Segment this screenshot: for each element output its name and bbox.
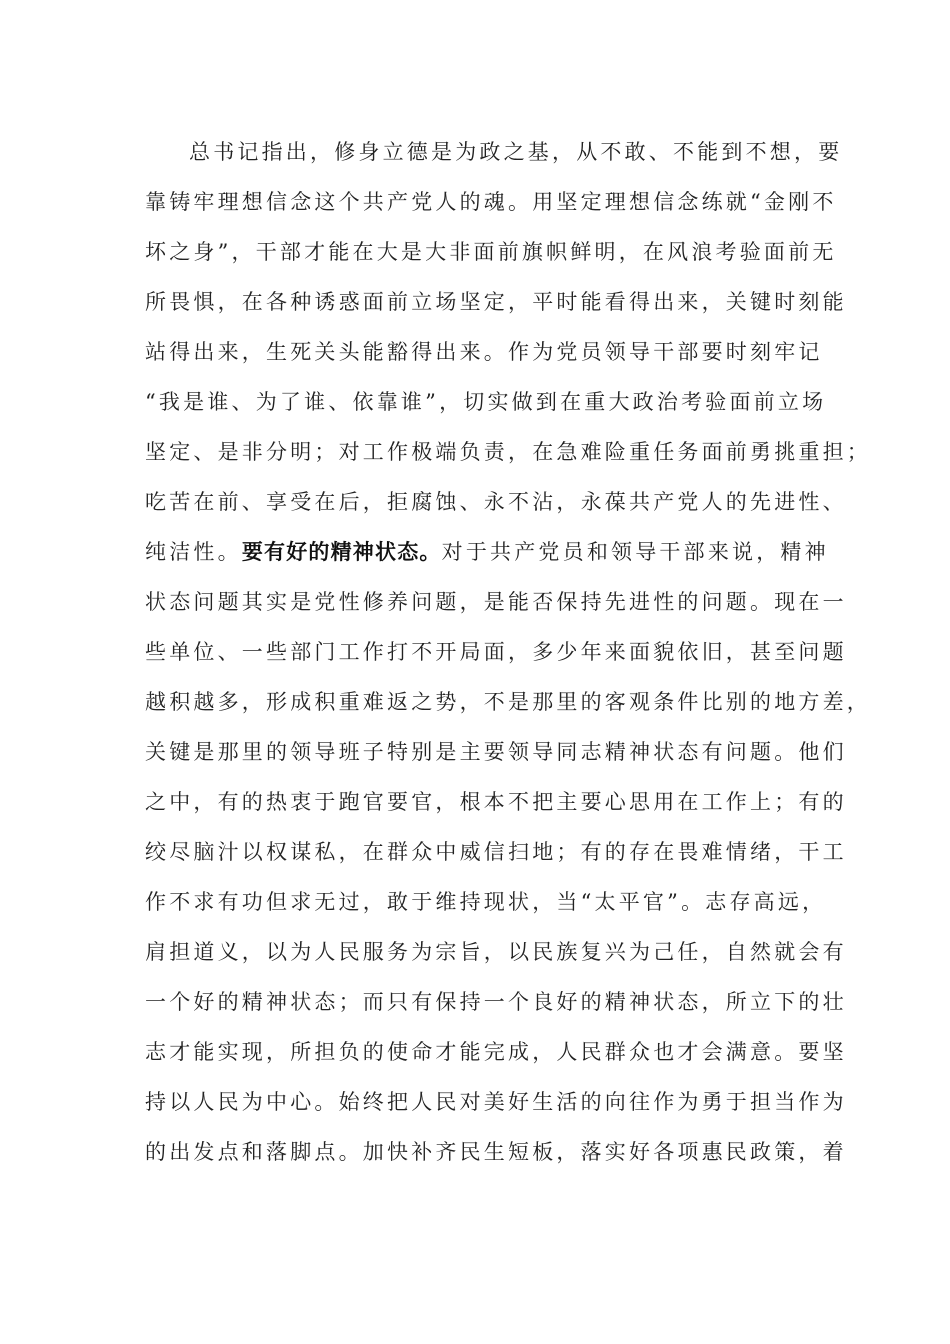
text-line: 状态问题其实是党性修养问题，是能否保持先进性的问题。现在一: [145, 590, 847, 614]
text-line: 些单位、一些部门工作打不开局面，多少年来面貌依旧，甚至问题: [145, 640, 847, 664]
text-line: 绞尽脑汁以权谋私，在群众中威信扫地；有的存在畏难情绪，干工: [145, 840, 847, 864]
text-line: 作不求有功但求无过，敢于维持现状，当“太平官”。志存高远，: [145, 890, 827, 914]
text-line: 越积越多，形成积重难返之势，不是那里的客观条件比别的地方差，: [145, 690, 871, 714]
bold-heading-phrase: 要有好的精神状态。: [241, 540, 442, 564]
text-line: 坏之身”，干部才能在大是大非面前旗帜鲜明，在风浪考验面前无: [145, 240, 837, 264]
text-line: 站得出来，生死关头能豁得出来。作为党员领导干部要时刻牢记: [145, 340, 823, 364]
text-line: 一个好的精神状态；而只有保持一个良好的精神状态，所立下的壮: [145, 990, 847, 1014]
text-line-mixed: [145, 532, 829, 582]
text-line: 的出发点和落脚点。加快补齐民生短板，落实好各项惠民政策，着: [145, 1140, 847, 1164]
text-segment: 对于共产党员和领导干部来说，精神: [441, 540, 829, 564]
text-line: 坚定、是非分明；对工作极端负责，在急难险重任务面前勇挑重担；: [145, 440, 871, 464]
text-line: 之中，有的热衷于跑官要官，根本不把主要心思用在工作上；有的: [145, 790, 847, 814]
text-line: 志才能实现，所担负的使命才能完成，人民群众也才会满意。要坚: [145, 1040, 847, 1064]
text-line: 关键是那里的领导班子特别是主要领导同志精神状态有问题。他们: [145, 740, 847, 764]
text-line: 肩担道义，以为人民服务为宗旨，以民族复兴为己任，自然就会有: [145, 940, 847, 964]
text-line: 总书记指出，修身立德是为政之基，从不敢、不能到不想，要: [189, 140, 843, 164]
text-line: 所畏惧，在各种诱惑面前立场坚定，平时能看得出来，关键时刻能: [145, 290, 847, 314]
text-line: 持以人民为中心。始终把人民对美好生活的向往作为勇于担当作为: [145, 1090, 847, 1114]
text-line: 靠铸牢理想信念这个共产党人的魂。用坚定理想信念练就“金刚不: [145, 190, 837, 214]
text-line: “我是谁、为了谁、依靠谁”，切实做到在重大政治考验面前立场: [145, 390, 827, 414]
text-line: 吃苦在前、享受在后，拒腐蚀、永不沾，永葆共产党人的先进性、: [145, 490, 847, 514]
body-paragraph: [145, 132, 871, 1182]
text-segment: 纯洁性。: [145, 540, 242, 564]
